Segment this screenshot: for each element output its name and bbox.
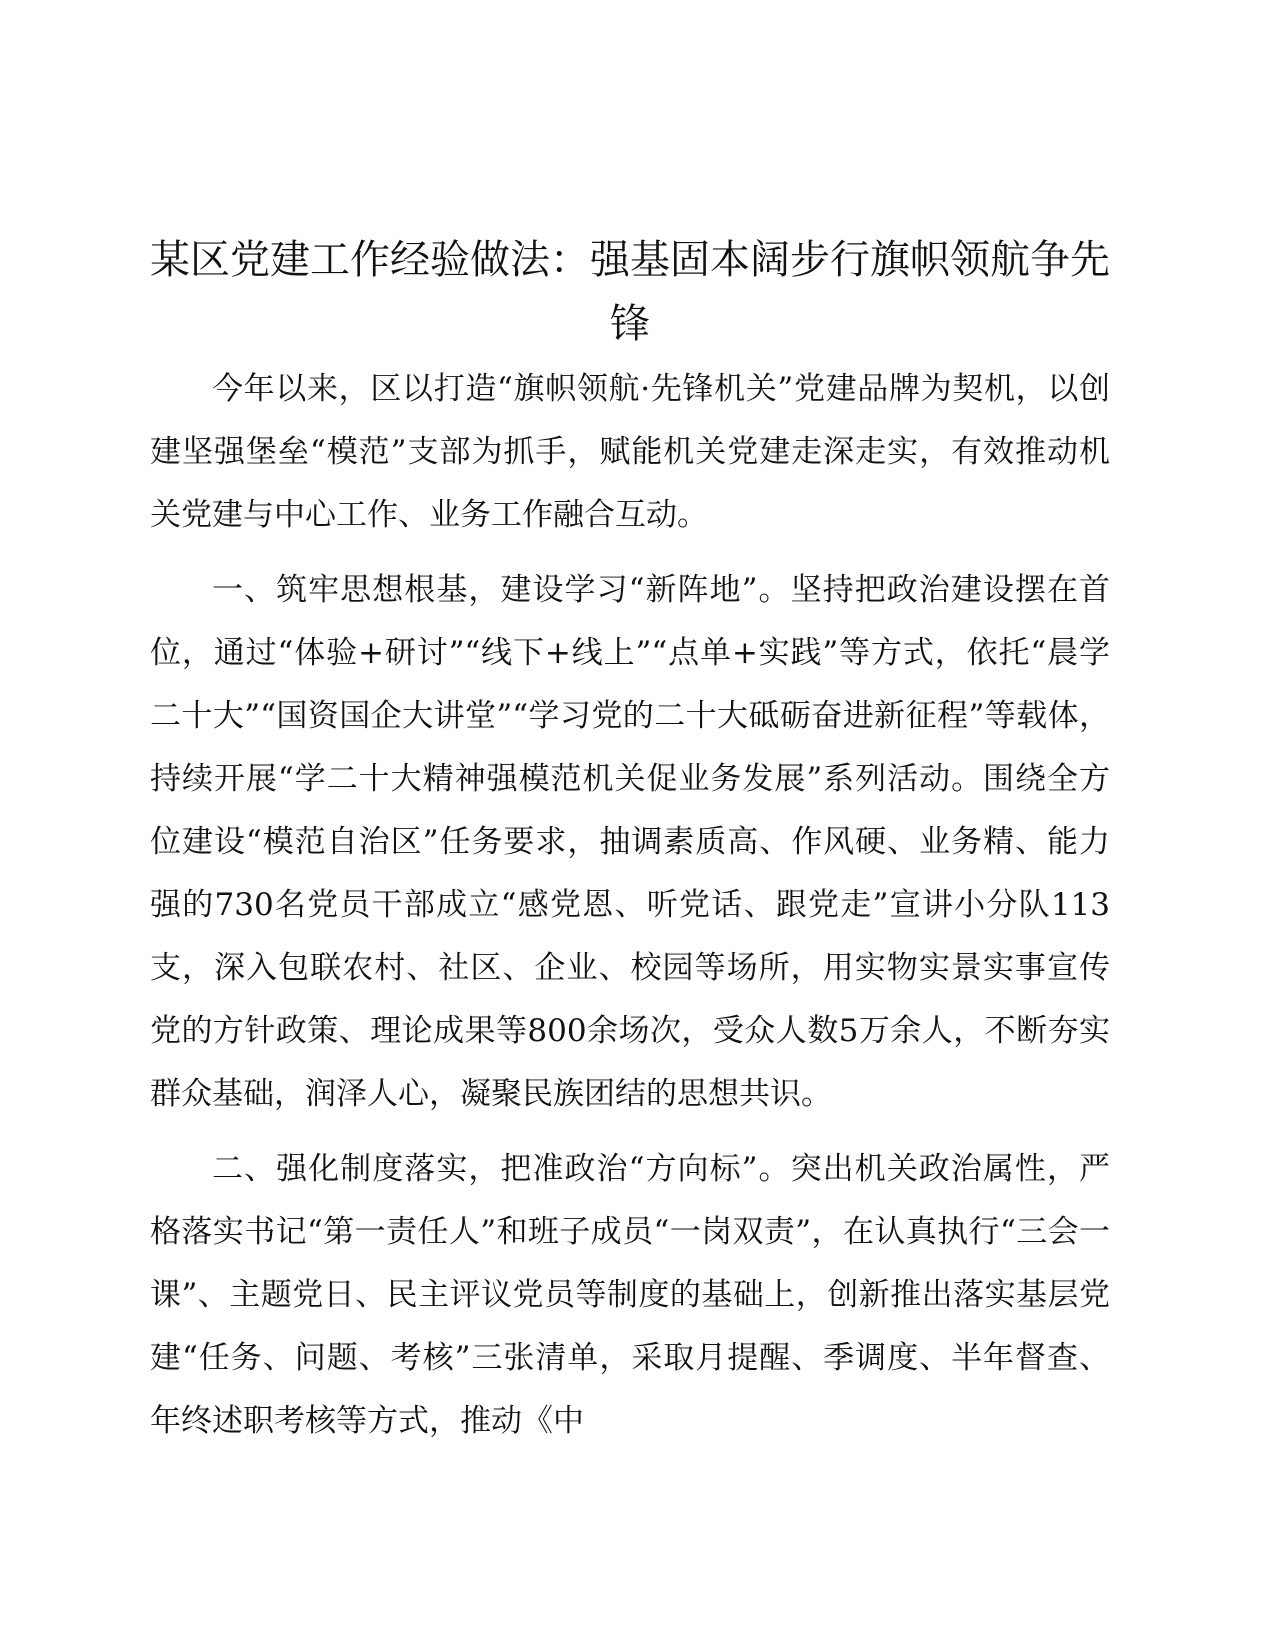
paragraph-section-one: 一、筑牢思想根基，建设学习“新阵地”。坚持把政治建设摆在首位，通过“体验+研讨”“线下+线上”“点单+实践”等方式，依托“晨学二十大”“国资国企大讲堂”“学习党的二十大砥砺奋进新征程”等载体，持续开展“学二十大精神强模范机关促业务发展”系列活动。围绕全方位建设“模范自治区”任务要求，抽调素质高、作风硬、业务精、能力强的730名党员干部成立“感党恩、听党话、跟党走”宣讲小分队113支，深入包联农村、社区、企业、校园等场所，用实物实景实事宣传党的方针政策、理论成果等800余场次，受众人数5万余人，不断夯实群众基础，润泽人心，凝聚民族团结的思想共识。 bbox=[150, 572, 1110, 1112]
paragraph-section-two: 二、强化制度落实，把准政治“方向标”。突出机关政治属性，严格落实书记“第一责任人”和班子成员“一岗双责”，在认真执行“三会一课”、主题党日、民主评议党员等制度的基础上，创新推出落实基层党建“任务、问题、考核”三张清单，采取月提醒、季调度、半年督查、年终述职考核等方式，推动《中 bbox=[150, 1151, 1110, 1439]
document-title: 某区党建工作经验做法：强基固本阔步行旗帜领航争先锋 bbox=[150, 237, 1110, 347]
document-body bbox=[150, 358, 1110, 1453]
paragraph-intro: 今年以来，区以打造“旗帜领航·先锋机关”党建品牌为契机，以创建坚强堡垒“模范”支部为抓手，赋能机关党建走深走实，有效推动机关党建与中心工作、业务工作融合互动。 bbox=[150, 371, 1110, 533]
